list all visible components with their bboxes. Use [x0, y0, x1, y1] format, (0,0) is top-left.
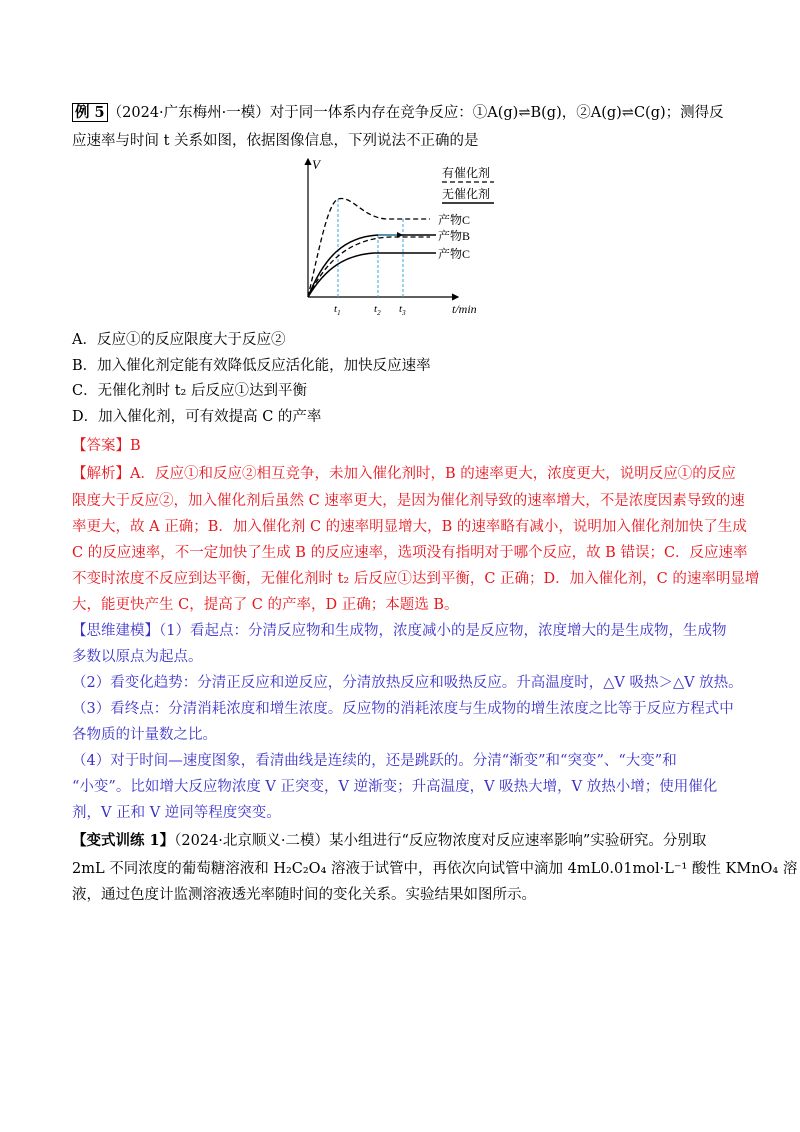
analysis-line-2: 限度大于反应②，加入催化剂后虽然 C 速率更大，是因为催化剂导致的速率增大，不是浓度因素导致的速 [72, 493, 745, 509]
variant-line-1 [72, 831, 706, 851]
separator: ，② [561, 105, 591, 121]
curve-b-catalyst [308, 237, 430, 297]
analysis-line-5: 不变时浓度不反应到达平衡，无催化剂时 t₂ 后反应①达到平衡，C 正确；D．加入催化剂，C 的速率明显增 [72, 571, 760, 587]
example-tag: 例 5 [72, 103, 108, 122]
thinking-line-4: （3）看终点：分清消耗浓度和增生浓度。反应物的消耗浓度与生成物的增生浓度之比等于反应方程式中 [72, 701, 734, 717]
question-line-1 [72, 103, 724, 123]
reaction-2: A(g)⇌C(g) [590, 105, 666, 121]
thinking-line-8: 剂，V 正和 V 逆同等程度突变。 [72, 805, 281, 821]
reaction-1: A(g)⇌B(g) [487, 105, 562, 121]
curve-c-catalyst [308, 199, 430, 297]
curve-label-c-no-catalyst: 产物C [438, 247, 471, 261]
thinking-line-2: 多数以原点为起点。 [72, 649, 203, 665]
variant-source: （2024·北京顺义·二模）某小组进行“反应物浓度对反应速率影响”实验研究。分别取 [174, 833, 707, 849]
analysis-line-6: 大，能更快产生 C，提高了 C 的产率，D 正确；本题选 B。 [72, 597, 459, 613]
option-a: A．反应①的反应限度大于反应② [72, 332, 286, 348]
option-b: B．加入催化剂定能有效降低反应活化能，加快反应速率 [72, 358, 431, 374]
thinking-line-3: （2）看变化趋势：分清正反应和逆反应，分清放热反应和吸热反应。升高温度时，△V 吸热＞△V 放热。 [72, 675, 743, 691]
thinking-line-6: （4）对于时间—速度图象，看清曲线是连续的，还是跳跃的。分清“渐变”和“突变”、“大变”和 [72, 753, 677, 769]
legend-no-catalyst: 无催化剂 [442, 187, 491, 201]
thinking-line-7: “小变”。比如增大反应物浓度 V 正突变，V 逆渐变；升高温度，V 吸热大增，V 放热小增；使用催化 [72, 779, 718, 795]
question-source: （2024·广东梅州·一模）对于同一体系内存在竞争反应：① [107, 105, 488, 121]
variant-line-2: 2mL 不同浓度的葡萄糖溶液和 H₂C₂O₄ 溶液于试管中，再依次向试管中滴加 4mL0.01mol·L⁻¹ 酸性 KMnO₄ 溶 [72, 861, 798, 877]
tick-t2: $t_2$ [374, 303, 381, 317]
thinking-line-5: 各物质的计量数之比。 [72, 727, 217, 743]
curve-label-c-catalyst: 产物C [438, 213, 471, 227]
rate-time-figure [290, 155, 510, 320]
option-c: C．无催化剂时 t₂ 后反应①达到平衡 [72, 383, 307, 399]
thinking-line-1: 【思维建模】（1）看起点：分清反应物和生成物，浓度减小的是反应物，浓度增大的是生成物，生成物 [72, 623, 727, 639]
analysis-line-3: 率更大，故 A 正确；B．加入催化剂 C 的速率明显增大，B 的速率略有减小，说明加入催化剂加快了生成 [72, 519, 747, 535]
x-axis-label: t/min [452, 302, 477, 316]
tick-t1: $t_1$ [334, 303, 341, 317]
question-text-end: ；测得反 [665, 105, 724, 121]
curve-c-no-catalyst [308, 253, 436, 297]
legend-catalyst: 有催化剂 [442, 166, 491, 180]
analysis-line-4: C 的反应速率，不一定加快了生成 B 的反应速率，选项没有指明对于哪个反应，故 B 错误；C．反应速率 [72, 545, 748, 561]
curve-label-b: 产物B [438, 229, 471, 243]
option-d: D．加入催化剂，可有效提高 C 的产率 [72, 409, 322, 425]
answer: 【答案】B [72, 438, 141, 454]
variant-title: 【变式训练 1】 [72, 832, 175, 849]
question-line-2: 应速率与时间 t 关系如图，依据图像信息，下列说法不正确的是 [72, 133, 479, 149]
y-axis-label: V [312, 157, 320, 172]
tick-t3: $t_3$ [399, 303, 406, 317]
analysis-line-1: 【解析】A．反应①和反应②相互竞争，未加入催化剂时，B 的速率更大，浓度更大，说明反应①的反应 [72, 466, 736, 482]
variant-line-3: 液，通过色度计监测溶液透光率随时间的变化关系。实验结果如图所示。 [72, 887, 536, 903]
